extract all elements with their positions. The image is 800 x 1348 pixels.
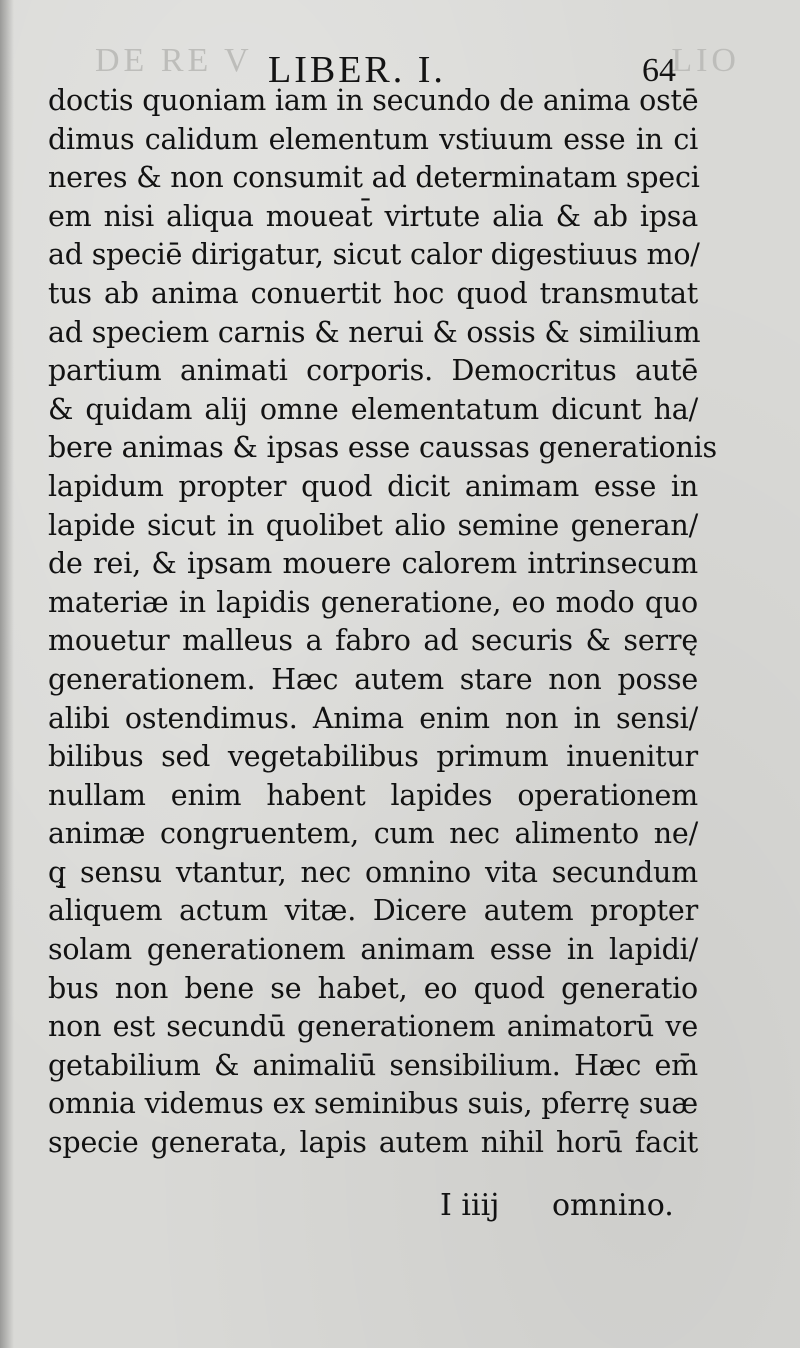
text-line: materiæ in lapidis generatione, eo modo quo [48,585,698,619]
text-line: neres & non consumit ad determinatam speci [48,161,700,195]
text-line: omnia videmus ex seminibus suis, pferrę suæ [48,1087,698,1121]
gutter-shadow [0,0,14,1348]
text-line: animæ congruentem, cum nec alimento ne/ [48,817,698,851]
text-line: partium animati corporis. Democritus autē [48,354,698,388]
text-line: bus non bene se habet, eo quod generatio [48,971,698,1005]
text-line: generationem. Hæc autem stare non posse [48,662,698,696]
text-line: ad speciem carnis & nerui & ossis & similium [48,315,701,349]
catchword: omnino. [552,1188,674,1223]
text-line: aliquem actum vitæ. Dicere autem propter [48,894,698,928]
bleed-through-text-left: DE RE V [95,42,253,79]
text-line: mouetur malleus a fabro ad securis & serrę [48,624,698,658]
text-line: alibi ostendimus. Anima enim non in sensi/ [48,701,698,735]
text-line: lapide sicut in quolibet alio semine generan/ [48,508,698,542]
text-line: ad speciē dirigatur, sicut calor digestiuus mo/ [48,238,700,272]
text-line: dimus calidum elementum vstiuum esse in ci [48,122,698,156]
text-line: nullam enim habent lapides operationem [48,778,698,812]
running-head: LIBER. I. [268,49,446,91]
text-line: specie generata, lapis autem nihil horū facit [48,1126,698,1160]
text-line: & quidam alij omne elementatum dicunt ha/ [48,392,698,426]
text-line: tus ab anima conuertit hoc quod transmutat [48,276,698,310]
folio-number: 64 [642,52,676,89]
signature-mark: I iiij [440,1188,500,1223]
bleed-through-text-right: LIO [671,42,740,79]
text-line: de rei, & ipsam mouere calorem intrinsecum [48,547,698,581]
text-block [48,82,717,1163]
text-line: bilibus sed vegetabilibus primum inuenitur [48,740,698,774]
text-line: lapidum propter quod dicit animam esse in [48,469,698,503]
text-line: doctis quoniam iam in secundo de anima ostē [48,84,699,117]
text-line: em nisi aliqua moueat̄ virtute alia & ab ipsa [48,199,698,233]
text-line: non est secundū generationem animatorū ve [48,1010,698,1044]
text-line: solam generationem animam esse in lapidi/ [48,933,698,967]
text-line: q̧ sensu vtantur, nec omnino vita secundum [48,855,698,889]
page-footer [440,1186,690,1226]
text-line: bere animas & ipsas esse caussas generationis [48,431,717,465]
text-line: getabilium & animaliū sensibilium. Hæc em̄ [48,1048,698,1082]
